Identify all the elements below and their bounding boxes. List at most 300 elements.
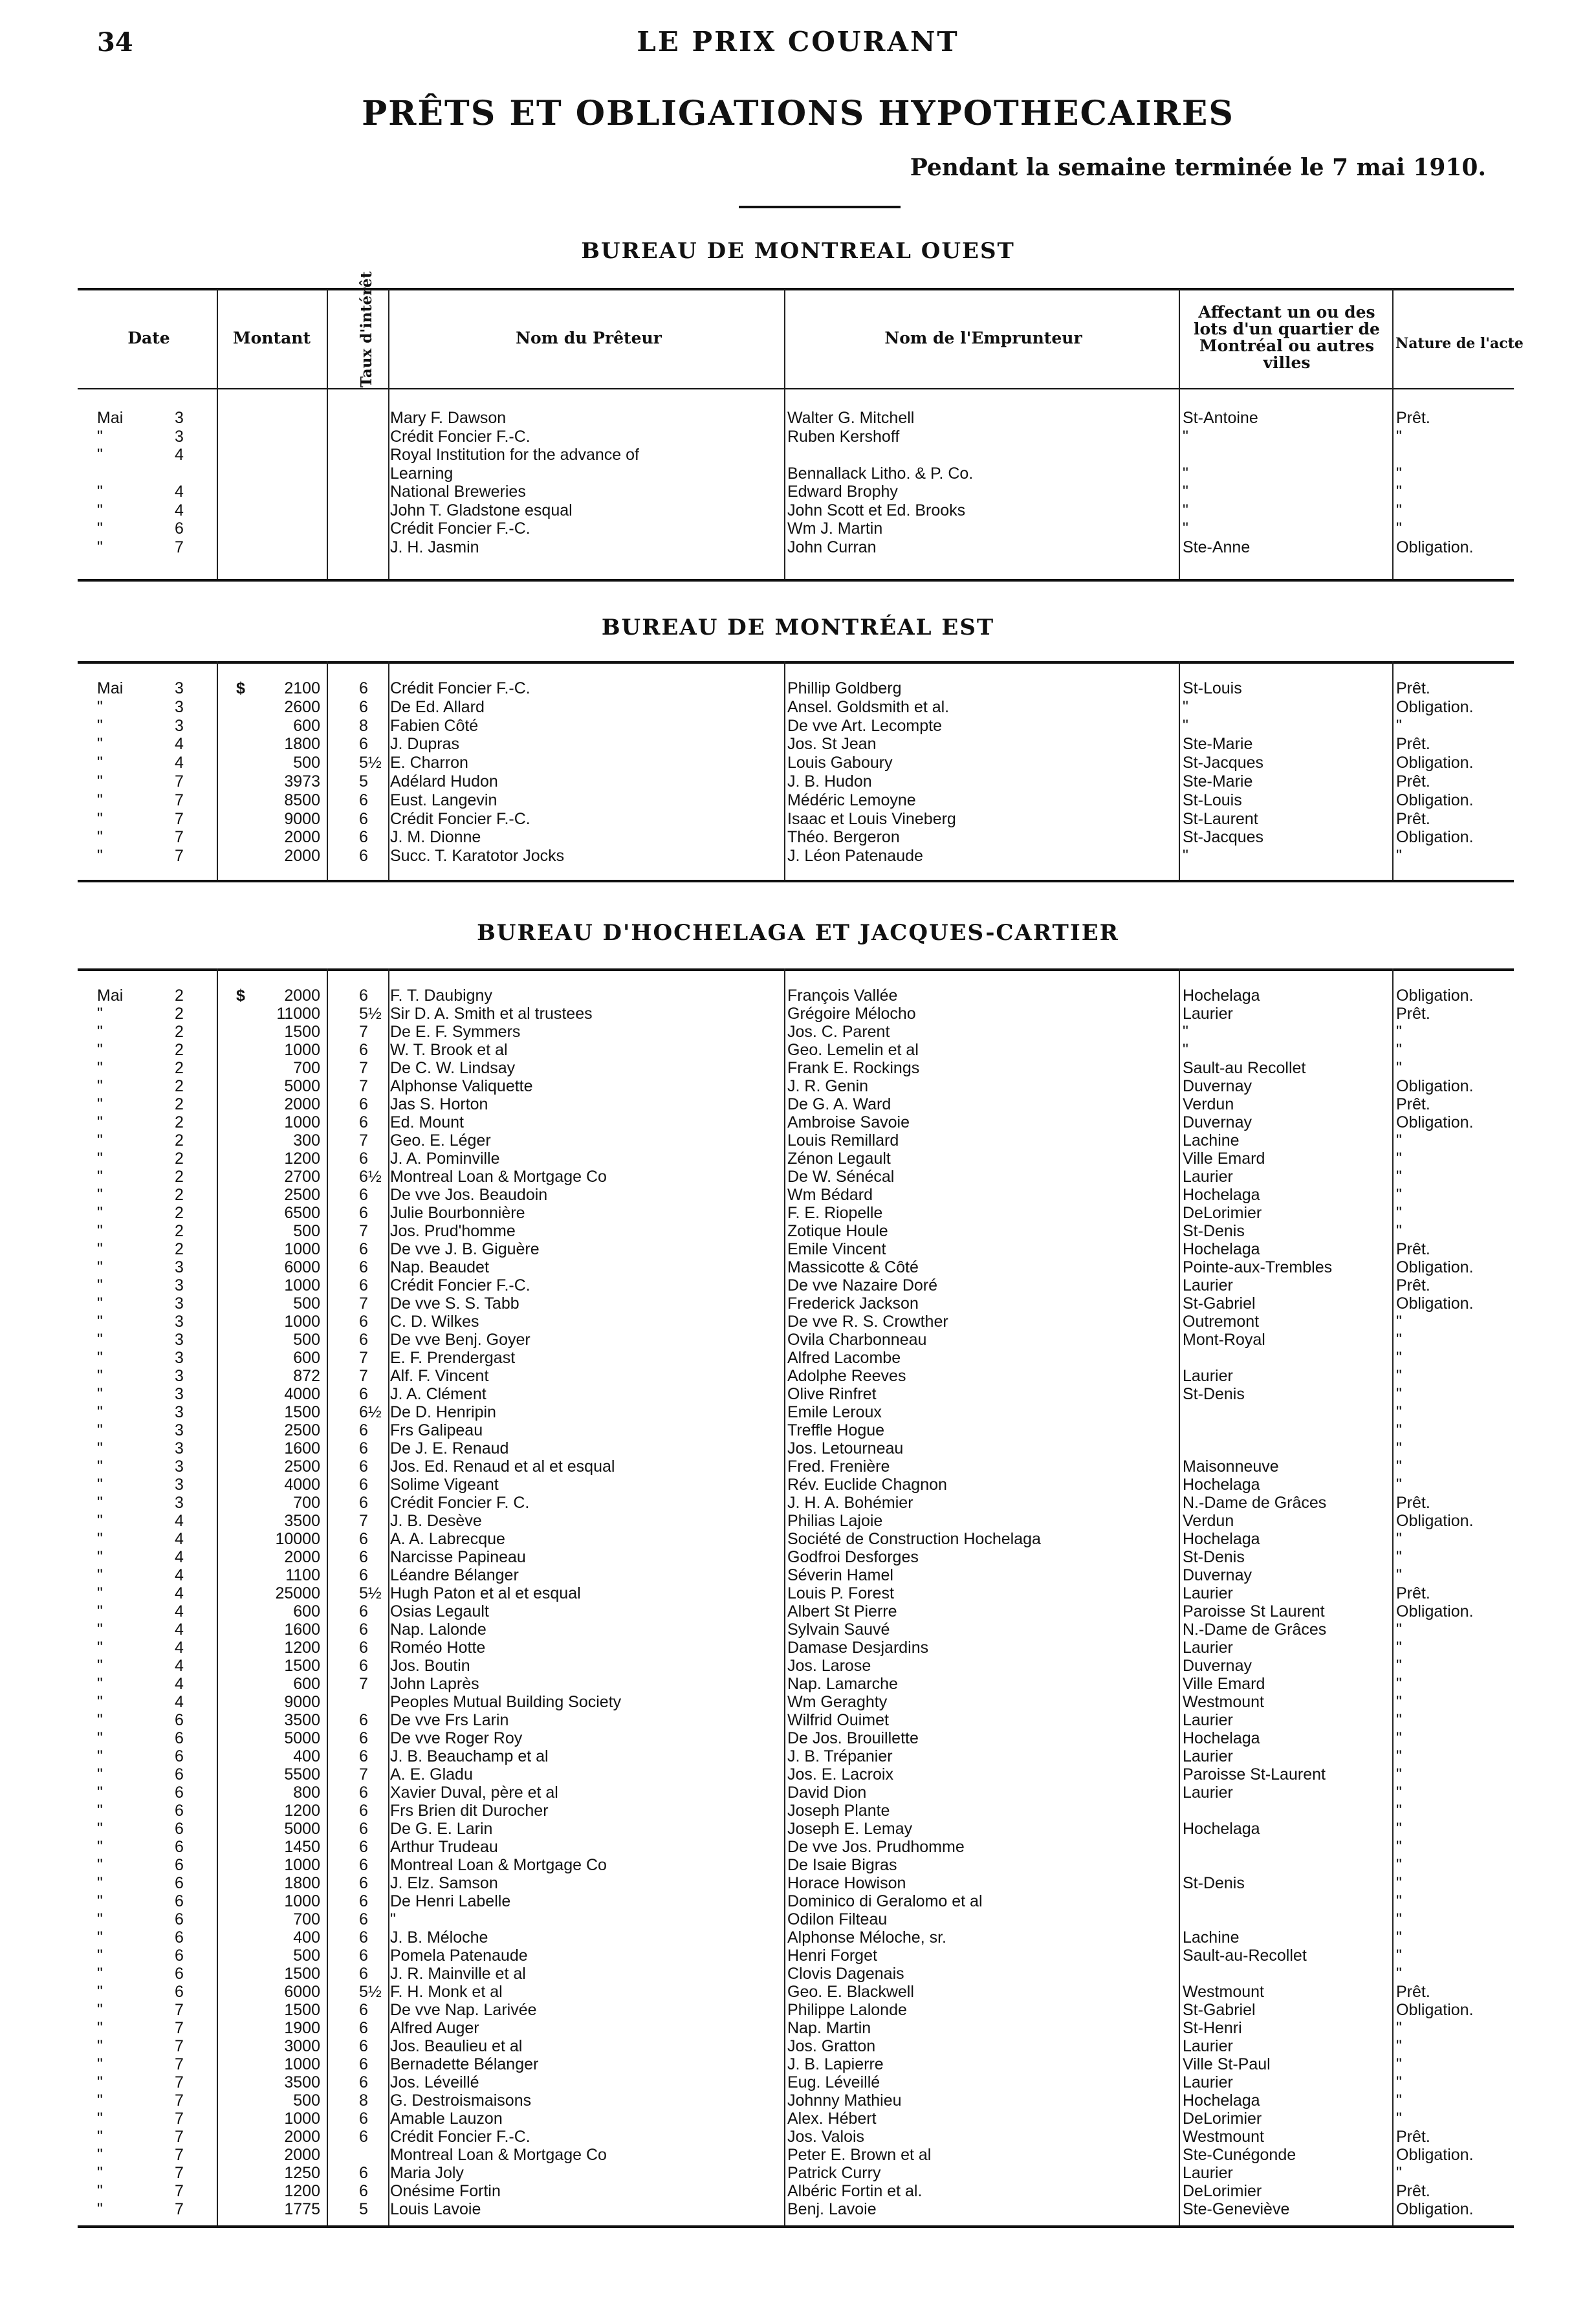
deed-nature: Obligation. [1396,1512,1474,1530]
table-row [0,1566,1596,1584]
district: " [1183,519,1188,538]
borrower-name: John Scott et Ed. Brooks [787,501,966,519]
deed-nature: " [1396,1892,1402,1910]
date-month: " [97,1947,103,1965]
borrower-name: Alfred Lacombe [787,1349,901,1367]
table-row [0,1765,1596,1784]
date-day: 4 [175,1602,184,1621]
interest-rate: 6 [359,2073,368,2091]
table-row [0,1294,1596,1313]
borrower-name: François Vallée [787,987,898,1005]
interest-rate: 6 [359,1856,368,1874]
amount: 2500 [284,1457,320,1476]
date-month: " [97,2200,103,2218]
lender-name: Geo. E. Léger [390,1131,491,1150]
deed-nature: Prêt. [1396,772,1430,791]
amount: 1450 [284,1838,320,1856]
borrower-name: Jos. E. Lacroix [787,1765,893,1784]
district: DeLorimier [1183,1204,1262,1222]
amount: 5500 [284,1765,320,1784]
date-month: " [97,2073,103,2091]
deed-nature: " [1396,1639,1402,1657]
interest-rate: 6 [359,1258,368,1276]
table-row [0,1276,1596,1294]
table-row [0,1548,1596,1566]
table-row [0,1602,1596,1621]
district: Hochelaga [1183,1530,1260,1548]
interest-rate: 6 [359,1439,368,1457]
section-title: BUREAU DE MONTREAL OUEST [581,238,1015,264]
interest-rate: 6 [359,1095,368,1113]
date-month: " [97,1095,103,1113]
district: Verdun [1183,1512,1234,1530]
date-month: " [97,1566,103,1584]
amount: 1000 [284,1113,320,1131]
borrower-name: De vve Nazaire Doré [787,1276,938,1294]
table-row [0,1693,1596,1711]
deed-nature: " [1396,464,1402,483]
borrower-name: Treffle Hogue [787,1421,885,1439]
deed-nature: " [1396,1856,1402,1874]
amount: 700 [293,1059,320,1077]
borrower-name: Ambroise Savoie [787,1113,910,1131]
date-month: " [97,1168,103,1186]
interest-rate: 6 [359,1602,368,1621]
district: Ste-Anne [1183,538,1251,556]
date-month: Mai [97,409,124,427]
amount: 3973 [284,772,320,791]
district: Westmount [1183,2128,1264,2146]
interest-rate: 6 [359,1910,368,1928]
interest-rate: 6 [359,2019,368,2037]
interest-rate: 6 [359,1240,368,1258]
table-row [0,1150,1596,1168]
lender-name: De G. E. Larin [390,1820,493,1838]
lender-name: Crédit Foncier F.-C. [390,519,530,538]
interest-rate: 6 [359,1113,368,1131]
amount: 1000 [284,1856,320,1874]
district: N.-Dame de Grâces [1183,1494,1327,1512]
lender-name: W. T. Brook et al [390,1041,508,1059]
date-month: " [97,1784,103,1802]
date-day: 2 [175,1059,184,1077]
borrower-name: Peter E. Brown et al [787,2146,932,2164]
date-day: 6 [175,519,184,538]
deed-nature: Prêt. [1396,1494,1430,1512]
lender-name: De J. E. Renaud [390,1439,509,1457]
date-day: 6 [175,1729,184,1747]
deed-nature: " [1396,847,1402,866]
borrower-name: Nap. Martin [787,2019,871,2037]
deed-nature: " [1396,2091,1402,2110]
deed-nature: " [1396,1802,1402,1820]
date-month: " [97,1457,103,1476]
amount: 500 [293,2091,320,2110]
lender-name: National Breweries [390,483,526,501]
district: Outremont [1183,1313,1260,1331]
district: Ville St-Paul [1183,2055,1271,2073]
date-day: 7 [175,2128,184,2146]
deed-nature: " [1396,1385,1402,1403]
deed-nature: " [1396,1204,1402,1222]
date-month: " [97,2128,103,2146]
deed-nature: Obligation. [1396,791,1474,809]
date-month: " [97,1331,103,1349]
lender-name: Crédit Foncier F.-C. [390,809,530,828]
date-day: 7 [175,2073,184,2091]
deed-nature: Prêt. [1396,1240,1430,1258]
date-day: 4 [175,1693,184,1711]
table-row [0,717,1596,735]
date-day: 6 [175,1874,184,1892]
interest-rate: 6 [359,1530,368,1548]
lender-name: Eust. Langevin [390,791,497,809]
table-row [0,1240,1596,1258]
table-row [0,1820,1596,1838]
table-row [0,428,1596,446]
deed-nature: Obligation. [1396,2200,1474,2218]
borrower-name: Rév. Euclide Chagnon [787,1476,947,1494]
date-day: 6 [175,1802,184,1820]
interest-rate: 6 [359,1820,368,1838]
lender-name: J. Elz. Samson [390,1874,498,1892]
table-row [0,810,1596,828]
borrower-name: Médéric Lemoyne [787,791,916,809]
amount: 5000 [284,1729,320,1747]
deed-nature: " [1396,1349,1402,1367]
table-row [0,1476,1596,1494]
district: Laurier [1183,1747,1233,1765]
amount: 11000 [276,1005,320,1023]
interest-rate: 6 [359,847,368,866]
lender-name: De Ed. Allard [390,697,485,716]
district: Laurier [1183,1005,1233,1023]
section-top-rule [78,661,1514,664]
lender-name: De vve Roger Roy [390,1729,523,1747]
district: Ste-Cunégonde [1183,2146,1296,2164]
table-row [0,1023,1596,1041]
deed-nature: Obligation. [1396,538,1474,556]
deed-nature: Obligation. [1396,987,1474,1005]
lender-name: Frs Brien dit Durocher [390,1802,549,1820]
deed-nature: " [1396,1928,1402,1947]
amount: 6000 [284,1258,320,1276]
borrower-name: Damase Desjardins [787,1639,929,1657]
date-month: " [97,1059,103,1077]
table-row [0,1747,1596,1765]
borrower-name: Frederick Jackson [787,1294,919,1313]
date-day: 7 [175,2091,184,2110]
borrower-name: De Jos. Brouillette [787,1729,919,1747]
deed-nature: " [1396,2164,1402,2182]
lender-name: E. Charron [390,754,468,772]
date-month: " [97,1403,103,1421]
date-day: 7 [175,2182,184,2200]
district: Duvernay [1183,1077,1252,1095]
lender-name: F. H. Monk et al [390,1983,503,2001]
deed-nature: " [1396,1059,1402,1077]
deed-nature: " [1396,1421,1402,1439]
table-row [0,1204,1596,1222]
deed-nature: " [1396,1150,1402,1168]
district: Lachine [1183,1928,1240,1947]
date-month: " [97,1621,103,1639]
amount: 600 [293,1675,320,1693]
deed-nature: " [1396,1621,1402,1639]
date-day: 4 [175,754,184,772]
lender-name: Pomela Patenaude [390,1947,528,1965]
amount: 2000 [284,2146,320,2164]
interest-rate: 7 [359,1077,368,1095]
interest-rate: 6½ [359,1168,382,1186]
section-top-rule [78,968,1514,971]
district: Ste-Marie [1183,772,1253,791]
borrower-name: J. B. Hudon [787,772,872,791]
date-month: " [97,1965,103,1983]
district: St-Jacques [1183,828,1264,847]
deed-nature: Prêt. [1396,1005,1430,1023]
lender-name: J. B. Méloche [390,1928,488,1947]
table-row [0,1784,1596,1802]
district: " [1183,464,1188,483]
amount: 1000 [284,1240,320,1258]
borrower-name: Benj. Lavoie [787,2200,877,2218]
lender-name: Alf. F. Vincent [390,1367,489,1385]
page-subtitle: Pendant la semaine terminée le 7 mai 1910. [910,154,1486,181]
table-row [0,1530,1596,1548]
amount: 2600 [284,697,320,716]
date-month: " [97,1639,103,1657]
lender-name: J. M. Dionne [390,828,481,847]
district: Laurier [1183,1784,1233,1802]
date-day: 7 [175,2019,184,2037]
amount: 5000 [284,1820,320,1838]
borrower-name: Grégoire Mélocho [787,1005,916,1023]
interest-rate: 7 [359,1675,368,1693]
date-month: Mai [97,679,124,697]
date-day: 7 [175,2110,184,2128]
date-day: 7 [175,2146,184,2164]
date-day: 4 [175,501,184,519]
lender-name: Jos. Prud'homme [390,1222,516,1240]
deed-nature: " [1396,1765,1402,1784]
deed-nature: " [1396,1910,1402,1928]
borrower-name: Olive Rinfret [787,1385,877,1403]
date-day: 6 [175,1928,184,1947]
date-day: 2 [175,1222,184,1240]
district: St-Gabriel [1183,2001,1256,2019]
deed-nature: " [1396,1041,1402,1059]
date-month: " [97,1747,103,1765]
interest-rate: 6 [359,1928,368,1947]
borrower-name: Jos. Larose [787,1657,871,1675]
lender-name: John Laprès [390,1675,479,1693]
interest-rate: 8 [359,2091,368,2110]
column-header-rate: Taux d'intérêt [358,271,375,387]
table-row [0,1639,1596,1657]
date-month: " [97,1584,103,1602]
amount: 500 [293,754,320,772]
date-day: 3 [175,1439,184,1457]
deed-nature: " [1396,716,1402,735]
table-row [0,1910,1596,1928]
district: Hochelaga [1183,2091,1260,2110]
lender-name: Peoples Mutual Building Society [390,1693,622,1711]
interest-rate: 5 [359,772,368,791]
date-month: " [97,1385,103,1403]
lender-name: Royal Institution for the advance of [390,446,639,464]
date-day: 7 [175,847,184,866]
header-bottom-rule [78,388,1514,389]
amount: 400 [293,1747,320,1765]
lender-name: J. H. Jasmin [390,538,479,556]
interest-rate: 6 [359,697,368,716]
borrower-name: De vve Jos. Prudhomme [787,1838,965,1856]
borrower-name: Phillip Goldberg [787,679,902,697]
deed-nature: Obligation. [1396,754,1474,772]
table-row [0,772,1596,791]
date-day: 2 [175,1150,184,1168]
lender-name: Montreal Loan & Mortgage Co [390,1168,607,1186]
amount: 2500 [284,1421,320,1439]
deed-nature: Prêt. [1396,1983,1430,2001]
borrower-name: Wm J. Martin [787,519,883,538]
amount: 1200 [284,1639,320,1657]
table-row [0,1005,1596,1023]
district: Ville Emard [1183,1675,1265,1693]
borrower-name: Horace Howison [787,1874,906,1892]
date-month: " [97,446,103,464]
district: St-Henri [1183,2019,1242,2037]
column-header-date: Date [127,329,170,347]
lender-name: Jos. Boutin [390,1657,470,1675]
date-day: 3 [175,409,184,427]
borrower-name: Emile Vincent [787,1240,886,1258]
lender-name: Solime Vigeant [390,1476,499,1494]
column-header-lender: Nom du Prêteur [516,329,662,347]
date-day: 7 [175,772,184,791]
date-month: " [97,2164,103,2182]
table-row [0,1983,1596,2001]
date-day: 2 [175,1005,184,1023]
date-day: 6 [175,1983,184,2001]
date-month: " [97,1222,103,1240]
lender-name: Alfred Auger [390,2019,479,2037]
deed-nature: " [1396,1838,1402,1856]
deed-nature: " [1396,1548,1402,1566]
deed-nature: " [1396,1131,1402,1150]
date-day: 3 [175,1457,184,1476]
deed-nature: Obligation. [1396,1258,1474,1276]
table-row [0,1168,1596,1186]
date-day: 7 [175,2200,184,2218]
lender-name: Ed. Mount [390,1113,464,1131]
table-row [0,1657,1596,1675]
district: St-Denis [1183,1385,1245,1403]
table-row [0,2055,1596,2073]
date-day: 4 [175,1530,184,1548]
amount: 1500 [284,1023,320,1041]
borrower-name: J. B. Lapierre [787,2055,884,2073]
lender-name: De vve Frs Larin [390,1711,509,1729]
interest-rate: 5 [359,2200,368,2218]
deed-nature: " [1396,1439,1402,1457]
deed-nature: Prêt. [1396,1584,1430,1602]
interest-rate: 6 [359,2037,368,2055]
district: " [1183,1023,1188,1041]
date-month: " [97,1711,103,1729]
date-month: " [97,735,103,754]
borrower-name: Fred. Frenière [787,1457,890,1476]
deed-nature: Prêt. [1396,2128,1430,2146]
deed-nature: " [1396,1729,1402,1747]
district: St-Gabriel [1183,1294,1256,1313]
deed-nature: Obligation. [1396,697,1474,716]
amount: 500 [293,1947,320,1965]
table-row [0,2091,1596,2110]
date-month: " [97,1077,103,1095]
borrower-name: Frank E. Rockings [787,1059,920,1077]
lender-name: Osias Legault [390,1602,489,1621]
borrower-name: Joseph E. Lemay [787,1820,913,1838]
table-row [0,1928,1596,1947]
lender-name: Xavier Duval, père et al [390,1784,558,1802]
deed-nature: " [1396,1457,1402,1476]
amount: 2000 [284,828,320,847]
date-day: 6 [175,1856,184,1874]
amount: 2000 [284,847,320,866]
table-row [0,2019,1596,2037]
deed-nature: Obligation. [1396,1113,1474,1131]
borrower-name: Louis Remillard [787,1131,899,1150]
interest-rate: 6 [359,1729,368,1747]
interest-rate: 6 [359,2128,368,2146]
date-month: " [97,847,103,866]
lender-name: Fabien Côté [390,716,479,735]
date-day: 2 [175,1041,184,1059]
district: Duvernay [1183,1657,1252,1675]
amount: 1600 [284,1621,320,1639]
date-day: 4 [175,1621,184,1639]
table-row [0,1367,1596,1385]
lender-name: E. F. Prendergast [390,1349,516,1367]
date-month: " [97,1530,103,1548]
interest-rate: 7 [359,1023,368,1041]
lender-name: Crédit Foncier F.-C. [390,679,530,697]
lender-name: Montreal Loan & Mortgage Co [390,1856,607,1874]
amount: 3500 [284,1512,320,1530]
district: Hochelaga [1183,1240,1260,1258]
table-row [0,1802,1596,1820]
table-row [0,2200,1596,2218]
date-month: " [97,1675,103,1693]
date-month: " [97,427,103,446]
district: N.-Dame de Grâces [1183,1621,1327,1639]
lender-name: J. B. Desève [390,1512,482,1530]
interest-rate: 6 [359,1476,368,1494]
borrower-name: Wm Geraghty [787,1693,888,1711]
table-row [0,1621,1596,1639]
table-row [0,2164,1596,2182]
district: Verdun [1183,1095,1234,1113]
deed-nature: Prêt. [1396,409,1430,427]
date-month: " [97,1476,103,1494]
lender-name: F. T. Daubigny [390,987,492,1005]
deed-nature: " [1396,1186,1402,1204]
borrower-name: Johnny Mathieu [787,2091,902,2110]
deed-nature: " [1396,501,1402,519]
column-header-amount: Montant [233,329,311,347]
